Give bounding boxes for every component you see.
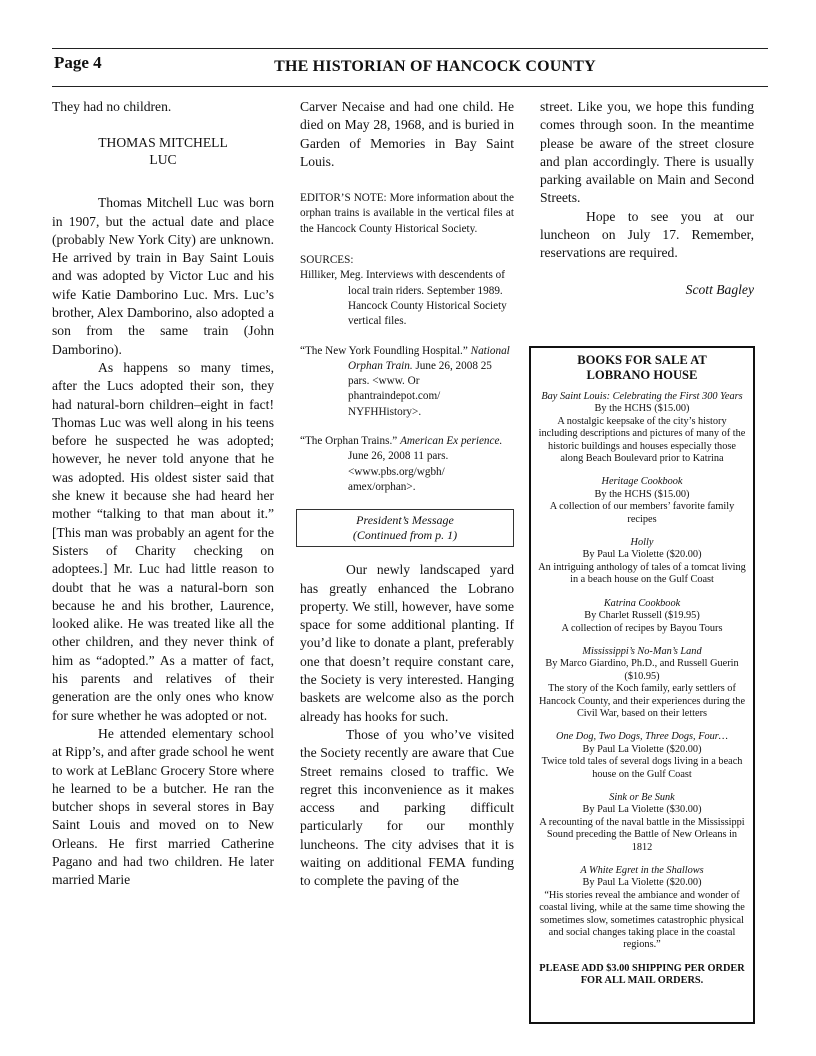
source-entry: Hilliker, Meg. Interviews with descendents of local train riders. September 1989. Hancock County Historical Society vertical files. <box>300 269 507 328</box>
source-text: June 26, 2008 25 pars. <www. Or phantraindepot.com/ NYFHHistory>. <box>348 359 492 418</box>
books-for-sale-box <box>529 346 755 1024</box>
book-entry <box>537 792 747 854</box>
book-description: Twice told tales of several dogs living in a beach house on the Gulf Coast <box>541 756 743 780</box>
continued-box <box>296 509 514 547</box>
paragraph: He attended elementary school at Ripp’s, and after grade school he went to work at LeBlanc Grocery Store where he learned to be a butcher. He ran the butcher shops in several stores in Bay Saint Louis and moved on to New Orleans. He first married Catherine Pagano and had two children. He later married Marie <box>52 725 274 888</box>
book-entry <box>537 731 747 781</box>
book-description: A collection of recipes by Bayou Tours <box>561 622 723 634</box>
sources-label: SOURCES: <box>300 254 354 267</box>
book-author-price: By Paul La Violette ($20.00) <box>582 549 702 561</box>
source-text: June 26, 2008 11 pars. <www.pbs.org/wgbh/ amex/orphan>. <box>348 450 449 493</box>
paragraph: Hope to see you at our luncheon on July 17. Remember, reservations are required. <box>540 208 754 261</box>
book-description: The story of the Koch family, early settlers of Hancock County, and their experiences during the Civil War, based on their letters <box>538 683 746 719</box>
book-description: “His stories reveal the ambiance and wonder of coastal living, while at the same time showing the sometimes slow, sometimes catastrophic physical and social changes taking place in the coastal regions.” <box>539 889 745 951</box>
book-author-price: By Marco Giardino, Ph.D., and Russell Guerin ($10.95) <box>545 658 739 682</box>
book-author-price: By the HCHS ($15.00) <box>594 488 690 500</box>
book-title: A White Egret in the Shallows <box>580 865 704 876</box>
book-title: One Dog, Two Dogs, Three Dogs, Four… <box>556 731 728 743</box>
column-right <box>540 98 754 299</box>
continued-note: (Continued from p. 1) <box>352 528 458 543</box>
book-entry <box>537 598 747 635</box>
editor-note: EDITOR’S NOTE: More information about the orphan trains is available in the vertical files at the Hancock County Historical Society. <box>300 192 514 235</box>
book-author-price: By Paul La Violette ($30.00) <box>582 804 702 816</box>
article-heading-line1: THOMAS MITCHELL <box>98 135 228 151</box>
source-title: National Orphan Train. <box>348 344 510 372</box>
book-description: A nostalgic keepsake of the city’s history including descriptions and pictures of many of the historic buildings and houses especially those along Beach Boulevard prior to Katrina <box>538 415 746 465</box>
paragraph: Those of you who’ve visited the Society recently are aware that Cue Street remains closed to traffic. We regret this inconvenience as it makes access and parking difficult particularly for our monthly luncheons. The city advises that it is waiting on additional FEMA funding to complete the paving of the <box>300 726 514 889</box>
book-entry <box>537 865 747 952</box>
paragraph: They had no children. <box>52 99 172 114</box>
paragraph: Carver Necaise and had one child. He died on May 28, 1968, and is buried in Garden of Memories in Bay Saint Louis. <box>300 99 514 169</box>
paragraph: Thomas Mitchell Luc was born in 1907, but the actual date and place (probably New York City) are unknown. He arrived by train in Bay Saint Louis and was adopted by Victor Luc and his wife Katie Damborino Luc. Mrs. Luc’s brother, Alex Damborino, also adopted a son from the same train (John Damborino). <box>52 195 274 357</box>
book-author-price: By Paul La Violette ($20.00) <box>582 743 702 755</box>
book-title: Sink or Be Sunk <box>609 791 675 803</box>
paragraph: As happens so many times, after the Lucs adopted their son, they had natural-born children–eight in fact! Thomas Luc was well along in his teens before he suspected he was adopted; however, he never told anyone that he was adopted. His oldest sister said that she knew it because she had heard her mother “talking to that man about it.” [This man was probably an agent for the Sisters of Charity checking on adoptees.] Mr. Luc had little reason to doubt that he was a natural-born son because he and his brother, Laurence, looked alike. He was treated like all the other children, and they never think of him as “adopted.” As a matter of fact, his parents and relatives of their generation are the only ones who know for sure whether he was adopted or not. <box>52 359 274 723</box>
book-title: Katrina Cookbook <box>603 597 681 609</box>
column-left <box>52 98 274 890</box>
article-heading-line2: LUC <box>149 152 177 168</box>
book-title: Bay Saint Louis: Celebrating the First 300 Years <box>541 391 743 402</box>
book-entry <box>537 476 747 526</box>
books-list <box>537 391 747 952</box>
book-title: Heritage Cookbook <box>601 476 683 488</box>
paragraph: street. Like you, we hope this funding comes through soon. In the meantime please be aware of the street closure and plan accordingly. There is usually parking available on Main and Second Streets. <box>540 99 754 206</box>
source-entry <box>300 434 514 495</box>
page-number: Page 4 <box>54 53 102 72</box>
books-box-title <box>537 353 747 383</box>
header-rule-top <box>52 48 768 49</box>
book-author-price: By Paul La Violette ($20.00) <box>582 877 702 889</box>
book-author-price: By Charlet Russell ($19.95) <box>584 610 700 622</box>
book-description: A recounting of the naval battle in the Mississippi Sound preceding the Battle of New Orleans in 1812 <box>539 816 745 853</box>
newsletter-masthead: THE HISTORIAN OF HANCOCK COUNTY <box>274 58 596 75</box>
book-title: Mississippi’s No-Man’s Land <box>582 645 702 657</box>
source-text: “The New York Foundling Hospital.” <box>300 344 471 357</box>
signature: Scott Bagley <box>685 281 754 297</box>
article-heading <box>52 134 274 168</box>
books-title-line2: LOBRANO HOUSE <box>586 368 698 382</box>
book-description: An intriguing anthology of tales of a tomcat living in a beach house on the Gulf Coast <box>538 561 746 586</box>
book-entry <box>537 537 747 587</box>
book-entry <box>537 646 747 720</box>
column-middle <box>300 98 514 891</box>
source-text: “The Orphan Trains.” <box>300 435 401 448</box>
book-title: Holly <box>630 537 654 549</box>
shipping-note: PLEASE ADD $3.00 SHIPPING PER ORDER FOR ALL MAIL ORDERS. <box>539 962 745 987</box>
source-entry <box>300 344 514 420</box>
header-rule-bottom <box>52 86 768 87</box>
books-title-line1: BOOKS FOR SALE AT <box>577 353 707 367</box>
paragraph: Our newly landscaped yard has greatly enhanced the Lobrano property. We still, however, have some space for some additional planting. If you’d like to donate a plant, preferably one that doesn’t require constant care, the Society is very interested. Hanging baskets are welcome also as the porch already has hooks for such. <box>300 562 514 724</box>
continued-title: President’s Message <box>356 513 454 528</box>
source-title: American Ex perience. <box>400 435 503 448</box>
book-author-price: By the HCHS ($15.00) <box>594 403 690 415</box>
book-entry <box>537 391 747 465</box>
book-description: A collection of our members’ favorite family recipes <box>549 501 735 525</box>
